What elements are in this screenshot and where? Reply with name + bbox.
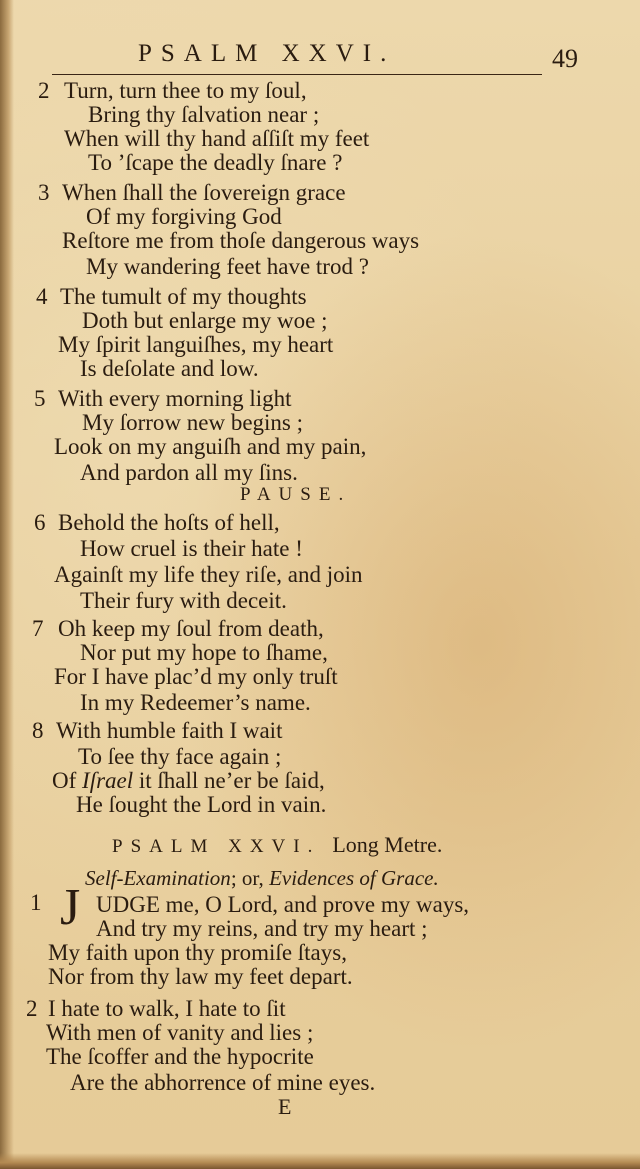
stanza-number: 4 <box>36 284 48 309</box>
verse-line: He ſought the Lord in vain. <box>76 792 327 817</box>
page-header <box>0 40 640 80</box>
verse-line: I hate to walk, I hate to ſit <box>48 996 286 1021</box>
psalm-meter: Long Metre. <box>332 832 443 857</box>
verse-line: When will thy hand aſſiſt my feet <box>64 126 370 151</box>
verse-line: And try my reins, and try my heart ; <box>96 916 428 941</box>
verse-line: The ſcoffer and the hypocrite <box>46 1044 314 1069</box>
stanza-number: 2 <box>26 996 38 1021</box>
verse-line: Nor put my hope to ſhame, <box>80 640 328 665</box>
verse-line: Bring thy ſalvation near ; <box>88 102 320 127</box>
running-head: PSALM XXVI. <box>138 40 396 67</box>
stanza-number: 3 <box>38 180 50 205</box>
stanza-number: 5 <box>34 386 46 411</box>
verse-line: How cruel is their hate ! <box>80 536 303 561</box>
verse-line: Is deſolate and low. <box>80 356 259 381</box>
verse-line: UDGE me, O Lord, and prove my ways, <box>96 892 470 917</box>
subtitle-part: Self-Examination <box>85 866 231 890</box>
verse-line: To ’ſcape the deadly ſnare ? <box>88 150 343 175</box>
verse-line: Are the abhorrence of mine eyes. <box>70 1070 376 1095</box>
psalm-subtitle <box>85 866 439 891</box>
page-gutter <box>0 0 14 1169</box>
subtitle-separator: ; or, <box>230 866 270 890</box>
verse-line: And pardon all my ſins. <box>80 460 298 485</box>
verse-line: With men of vanity and lies ; <box>46 1020 314 1045</box>
verse-line: In my Redeemer’s name. <box>80 690 311 715</box>
stanza-number: 1 <box>30 890 42 915</box>
psalm-title-caps: PSALM XXVI. <box>112 836 321 857</box>
stanza-number: 2 <box>38 78 50 103</box>
page-number: 49 <box>552 44 578 73</box>
verse-line: Reſtore me from thoſe dangerous ways <box>62 228 420 253</box>
verse-line: Nor from thy law my feet depart. <box>48 964 353 989</box>
verse-line: Their fury with deceit. <box>80 588 287 613</box>
signature-mark: E <box>278 1094 292 1119</box>
verse-line: With humble faith I wait <box>56 718 283 743</box>
verse-line: Of my forgiving God <box>86 204 282 229</box>
verse-line: Look on my anguiſh and my pain, <box>54 434 367 459</box>
psalm-title <box>112 832 442 858</box>
verse-text: Of <box>52 768 83 793</box>
verse-line: With every morning light <box>58 386 292 411</box>
stanza-number: 7 <box>32 616 44 641</box>
drop-cap: J <box>60 879 81 936</box>
verse-line: My wandering feet have trod ? <box>86 254 369 279</box>
italic-place-name: Iſrael <box>82 768 134 793</box>
verse-line: When ſhall the ſovereign grace <box>62 180 346 205</box>
subtitle-part: Evidences of Grace. <box>269 866 439 890</box>
verse-line: For I have plac’d my only truſt <box>54 664 338 689</box>
verse-line: My ſorrow new begins ; <box>82 410 304 435</box>
stanza-number: 8 <box>32 718 44 743</box>
page-bottom-edge <box>0 1153 640 1169</box>
verse-line: My faith upon thy promiſe ſtays, <box>48 940 347 965</box>
verse-line: My ſpirit languiſhes, my heart <box>58 332 334 357</box>
header-rule <box>52 74 542 75</box>
verse-line: Behold the hoſts of hell, <box>58 510 280 535</box>
stanza-number: 6 <box>34 510 46 535</box>
verse-line <box>52 768 325 793</box>
verse-line: To ſee thy face again ; <box>78 744 282 769</box>
verse-line: Oh keep my ſoul from death, <box>58 616 324 641</box>
verse-text: it ſhall ne’er be ſaid, <box>133 768 325 793</box>
verse-line: Doth but enlarge my woe ; <box>82 308 328 333</box>
verse-line: The tumult of my thoughts <box>60 284 307 309</box>
verse-line: Turn, turn thee to my ſoul, <box>64 78 307 103</box>
pause-heading: PAUSE. <box>240 484 352 505</box>
verse-line: Againſt my life they riſe, and join <box>54 562 363 587</box>
